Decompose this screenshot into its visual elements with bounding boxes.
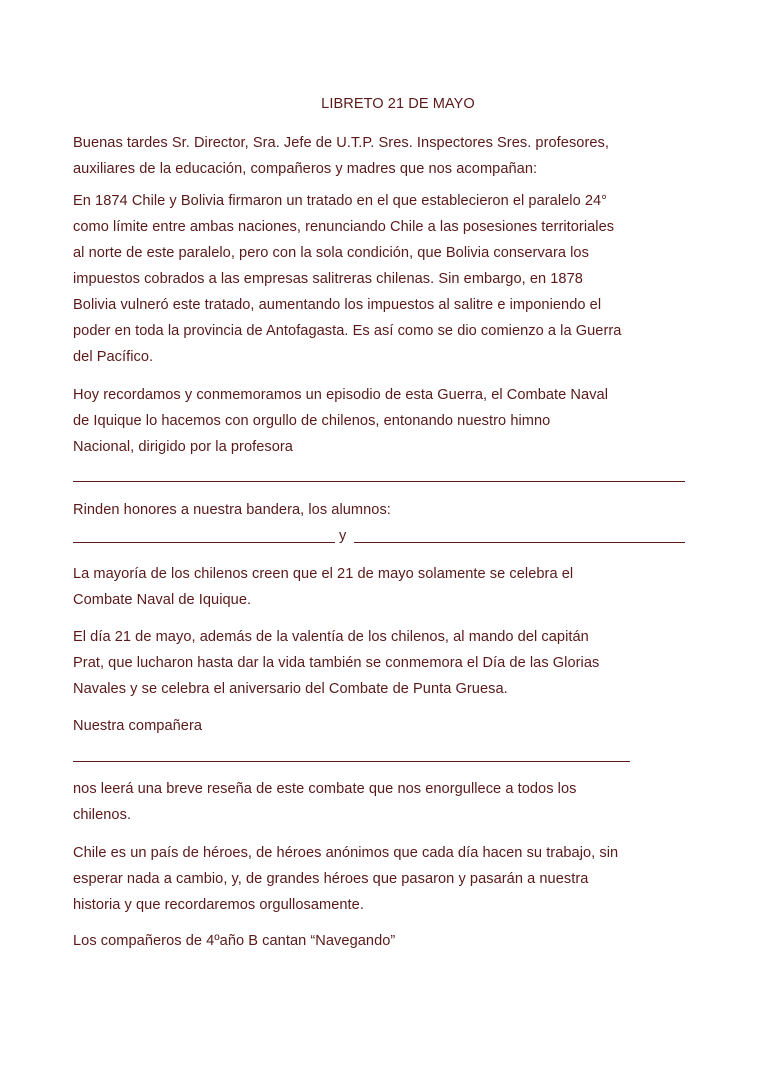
text-line: de Iquique lo hacemos con orgullo de chilenos, entonando nuestro himno xyxy=(73,413,551,429)
greeting-paragraph xyxy=(73,130,698,182)
classmate-name-blank xyxy=(73,761,630,762)
text-line: Navales y se celebra el aniversario del Combate de Punta Gruesa. xyxy=(73,681,508,697)
text-line: Nacional, dirigido por la profesora xyxy=(73,439,293,455)
classmate-intro-paragraph xyxy=(73,713,698,739)
document-title: LIBRETO 21 DE MAYO xyxy=(321,96,475,112)
text-line: como límite entre ambas naciones, renunciando Chile a las posesiones territoriales xyxy=(73,219,615,235)
text-line: Chile es un país de héroes, de héroes anónimos que cada día hacen su trabajo, sin xyxy=(73,845,619,861)
text-line: Buenas tardes Sr. Director, Sra. Jefe de U.T.P. Sres. Inspectores Sres. profesores, xyxy=(73,135,609,151)
text-line: chilenos. xyxy=(73,807,132,823)
teacher-name-blank xyxy=(73,481,685,482)
commemoration-paragraph xyxy=(73,382,698,460)
text-line: al norte de este paralelo, pero con la sola condición, que Bolivia conservara los xyxy=(73,245,589,261)
heroes-paragraph xyxy=(73,840,698,918)
text-line: Combate Naval de Iquique. xyxy=(73,592,252,608)
may21-paragraph xyxy=(73,624,698,702)
review-paragraph xyxy=(73,776,698,828)
text-line: Bolivia vulneró este tratado, aumentando los impuestos al salitre e imponiendo el xyxy=(73,297,602,313)
text-line: El día 21 de mayo, además de la valentía de los chilenos, al mando del capitán xyxy=(73,629,589,645)
text-line: Rinden honores a nuestra bandera, los alumnos: xyxy=(73,502,391,518)
text-line: historia y que recordaremos orgullosamente. xyxy=(73,897,364,913)
and-separator: y xyxy=(339,528,347,544)
text-line: Prat, que lucharon hasta dar la vida también se conmemora el Día de las Glorias xyxy=(73,655,600,671)
text-line: poder en toda la provincia de Antofagasta. Es así como se dio comienzo a la Guerra xyxy=(73,323,622,339)
text-line: En 1874 Chile y Bolivia firmaron un tratado en el que establecieron el paralelo 24° xyxy=(73,193,608,209)
text-line: impuestos cobrados a las empresas salitreras chilenas. Sin embargo, en 1878 xyxy=(73,271,583,287)
text-line: Hoy recordamos y conmemoramos un episodio de esta Guerra, el Combate Naval xyxy=(73,387,608,403)
text-line: auxiliares de la educación, compañeros y madres que nos acompañan: xyxy=(73,161,538,177)
text-line: esperar nada a cambio, y, de grandes héroes que pasaron y pasarán a nuestra xyxy=(73,871,589,887)
student-name-blank-1 xyxy=(73,542,335,543)
flag-honors-paragraph xyxy=(73,497,698,523)
student-name-blank-2 xyxy=(354,542,685,543)
majority-paragraph xyxy=(73,561,698,613)
text-line: La mayoría de los chilenos creen que el 21 de mayo solamente se celebra el xyxy=(73,566,574,582)
text-line: Nuestra compañera xyxy=(73,718,203,734)
text-line: del Pacífico. xyxy=(73,349,154,365)
text-line: Los compañeros de 4ºaño B cantan “Navegando” xyxy=(73,933,396,949)
closing-paragraph xyxy=(73,928,698,954)
history-paragraph xyxy=(73,188,698,370)
text-line: nos leerá una breve reseña de este combate que nos enorgullece a todos los xyxy=(73,781,577,797)
